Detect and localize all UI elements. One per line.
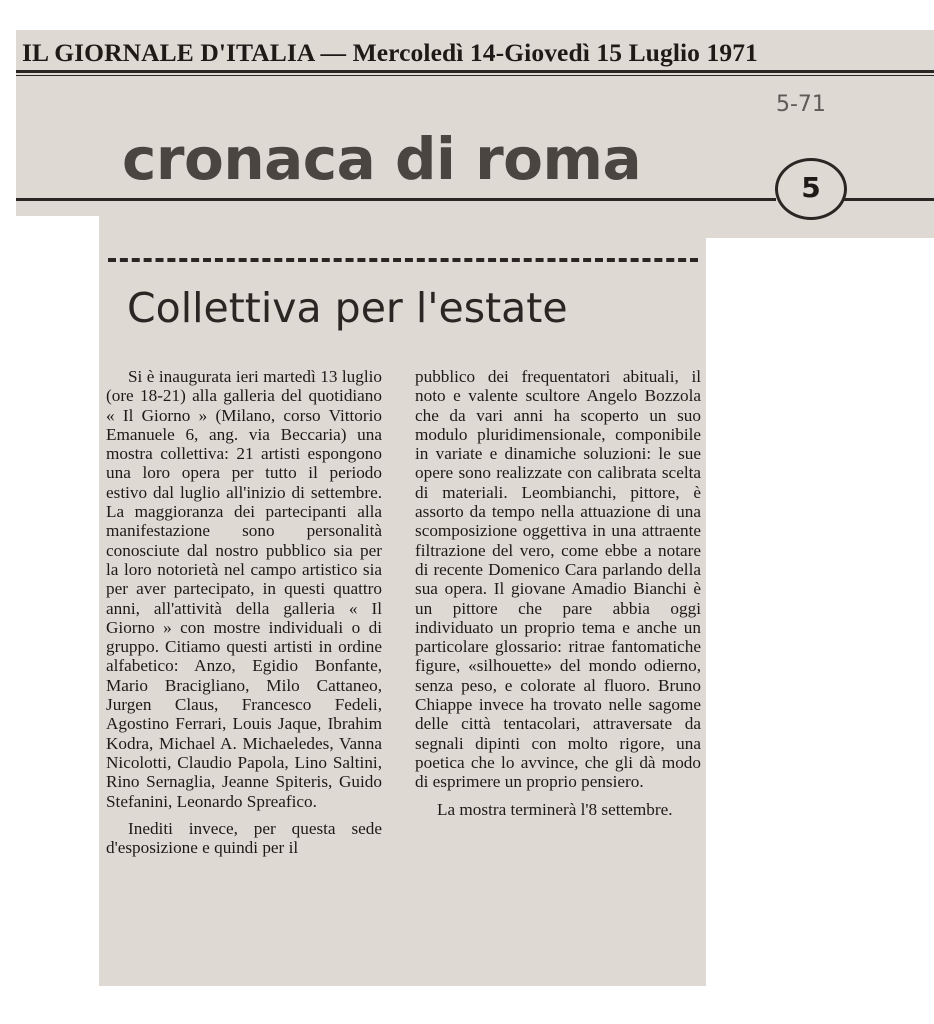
handwritten-note: 5-71: [776, 92, 826, 117]
masthead-rule: [16, 70, 934, 73]
section-rule: [16, 198, 776, 201]
page-number: 5: [775, 158, 847, 220]
masthead: IL GIORNALE D'ITALIA — Mercoledì 14-Giovedì 15 Luglio 1971: [22, 38, 758, 67]
article-paragraph: Inediti invece, per questa sede d'esposizione e quindi per il: [106, 818, 382, 858]
headline: Collettiva per l'estate: [127, 284, 568, 332]
header-strip-tail: [706, 216, 934, 238]
masthead-rule-thin: [16, 75, 934, 76]
dashed-divider: [108, 258, 698, 262]
article-column-1: [106, 367, 382, 857]
section-title: cronaca di roma: [122, 125, 642, 193]
article-paragraph: La mostra terminerà l'8 settembre.: [437, 799, 673, 819]
article-paragraph: pubblico dei frequentatori abituali, il noto e valente scultore Angelo Bozzola che da vari anni ha scoperto un suo modulo pluridimensionale, componibile in variate e dinamiche soluzioni: le sue opere sono realizzate con calibrata scelta di materiali. Leombianchi, pittore, è assorto da tempo nella attuazione di una scomposizione oggettiva in una attraente filtrazione del vero, come ebbe a notare di recente Domenico Cara parlando della sua opera. Il giovane Amadio Bianchi è un pittore che pare abbia oggi individuato un proprio tema e anche un particolare glossario: ritrae fantomatiche figure, «silhouette» del mondo odierno, senza peso, e colorate al fluoro. Bruno Chiappe invece ha trovato nelle sagome delle città tentacolari, attraversate da segnali dipinti con molto rigore, una poetica che lo avvince, che gli dà modo di esprimere un proprio pensiero.: [415, 367, 701, 792]
article-paragraph: Si è inaugurata ieri martedì 13 luglio (ore 18-21) alla galleria del quotidiano « Il Giorno » (Milano, corso Vittorio Emanuele 6, ang. via Beccaria) una mostra collettiva: 21 artisti espongono una loro opera per tutto il periodo estivo dal luglio all'inizio di settembre. La maggioranza dei partecipanti alla manifestazione sono personalità conosciute dal nostro pubblico sia per la loro notorietà nel campo artistico sia per aver partecipato, in questi quattro anni, all'attività della galleria « Il Giorno » con mostre individuali o di gruppo. Citiamo questi artisti in ordine alfabetico: Anzo, Egidio Bonfante, Mario Bracigliano, Milo Cattaneo, Jurgen Claus, Francesco Fedeli, Agostino Ferrari, Louis Jaque, Ibrahim Kodra, Michael A. Michaeledes, Vanna Nicolotti, Claudio Papola, Lino Saltini, Rino Sernaglia, Jeanne Spiteris, Guido Stefanini, Leonardo Spreafico.: [106, 367, 382, 811]
article-column-2: [415, 367, 701, 819]
section-rule-right: [842, 198, 934, 201]
